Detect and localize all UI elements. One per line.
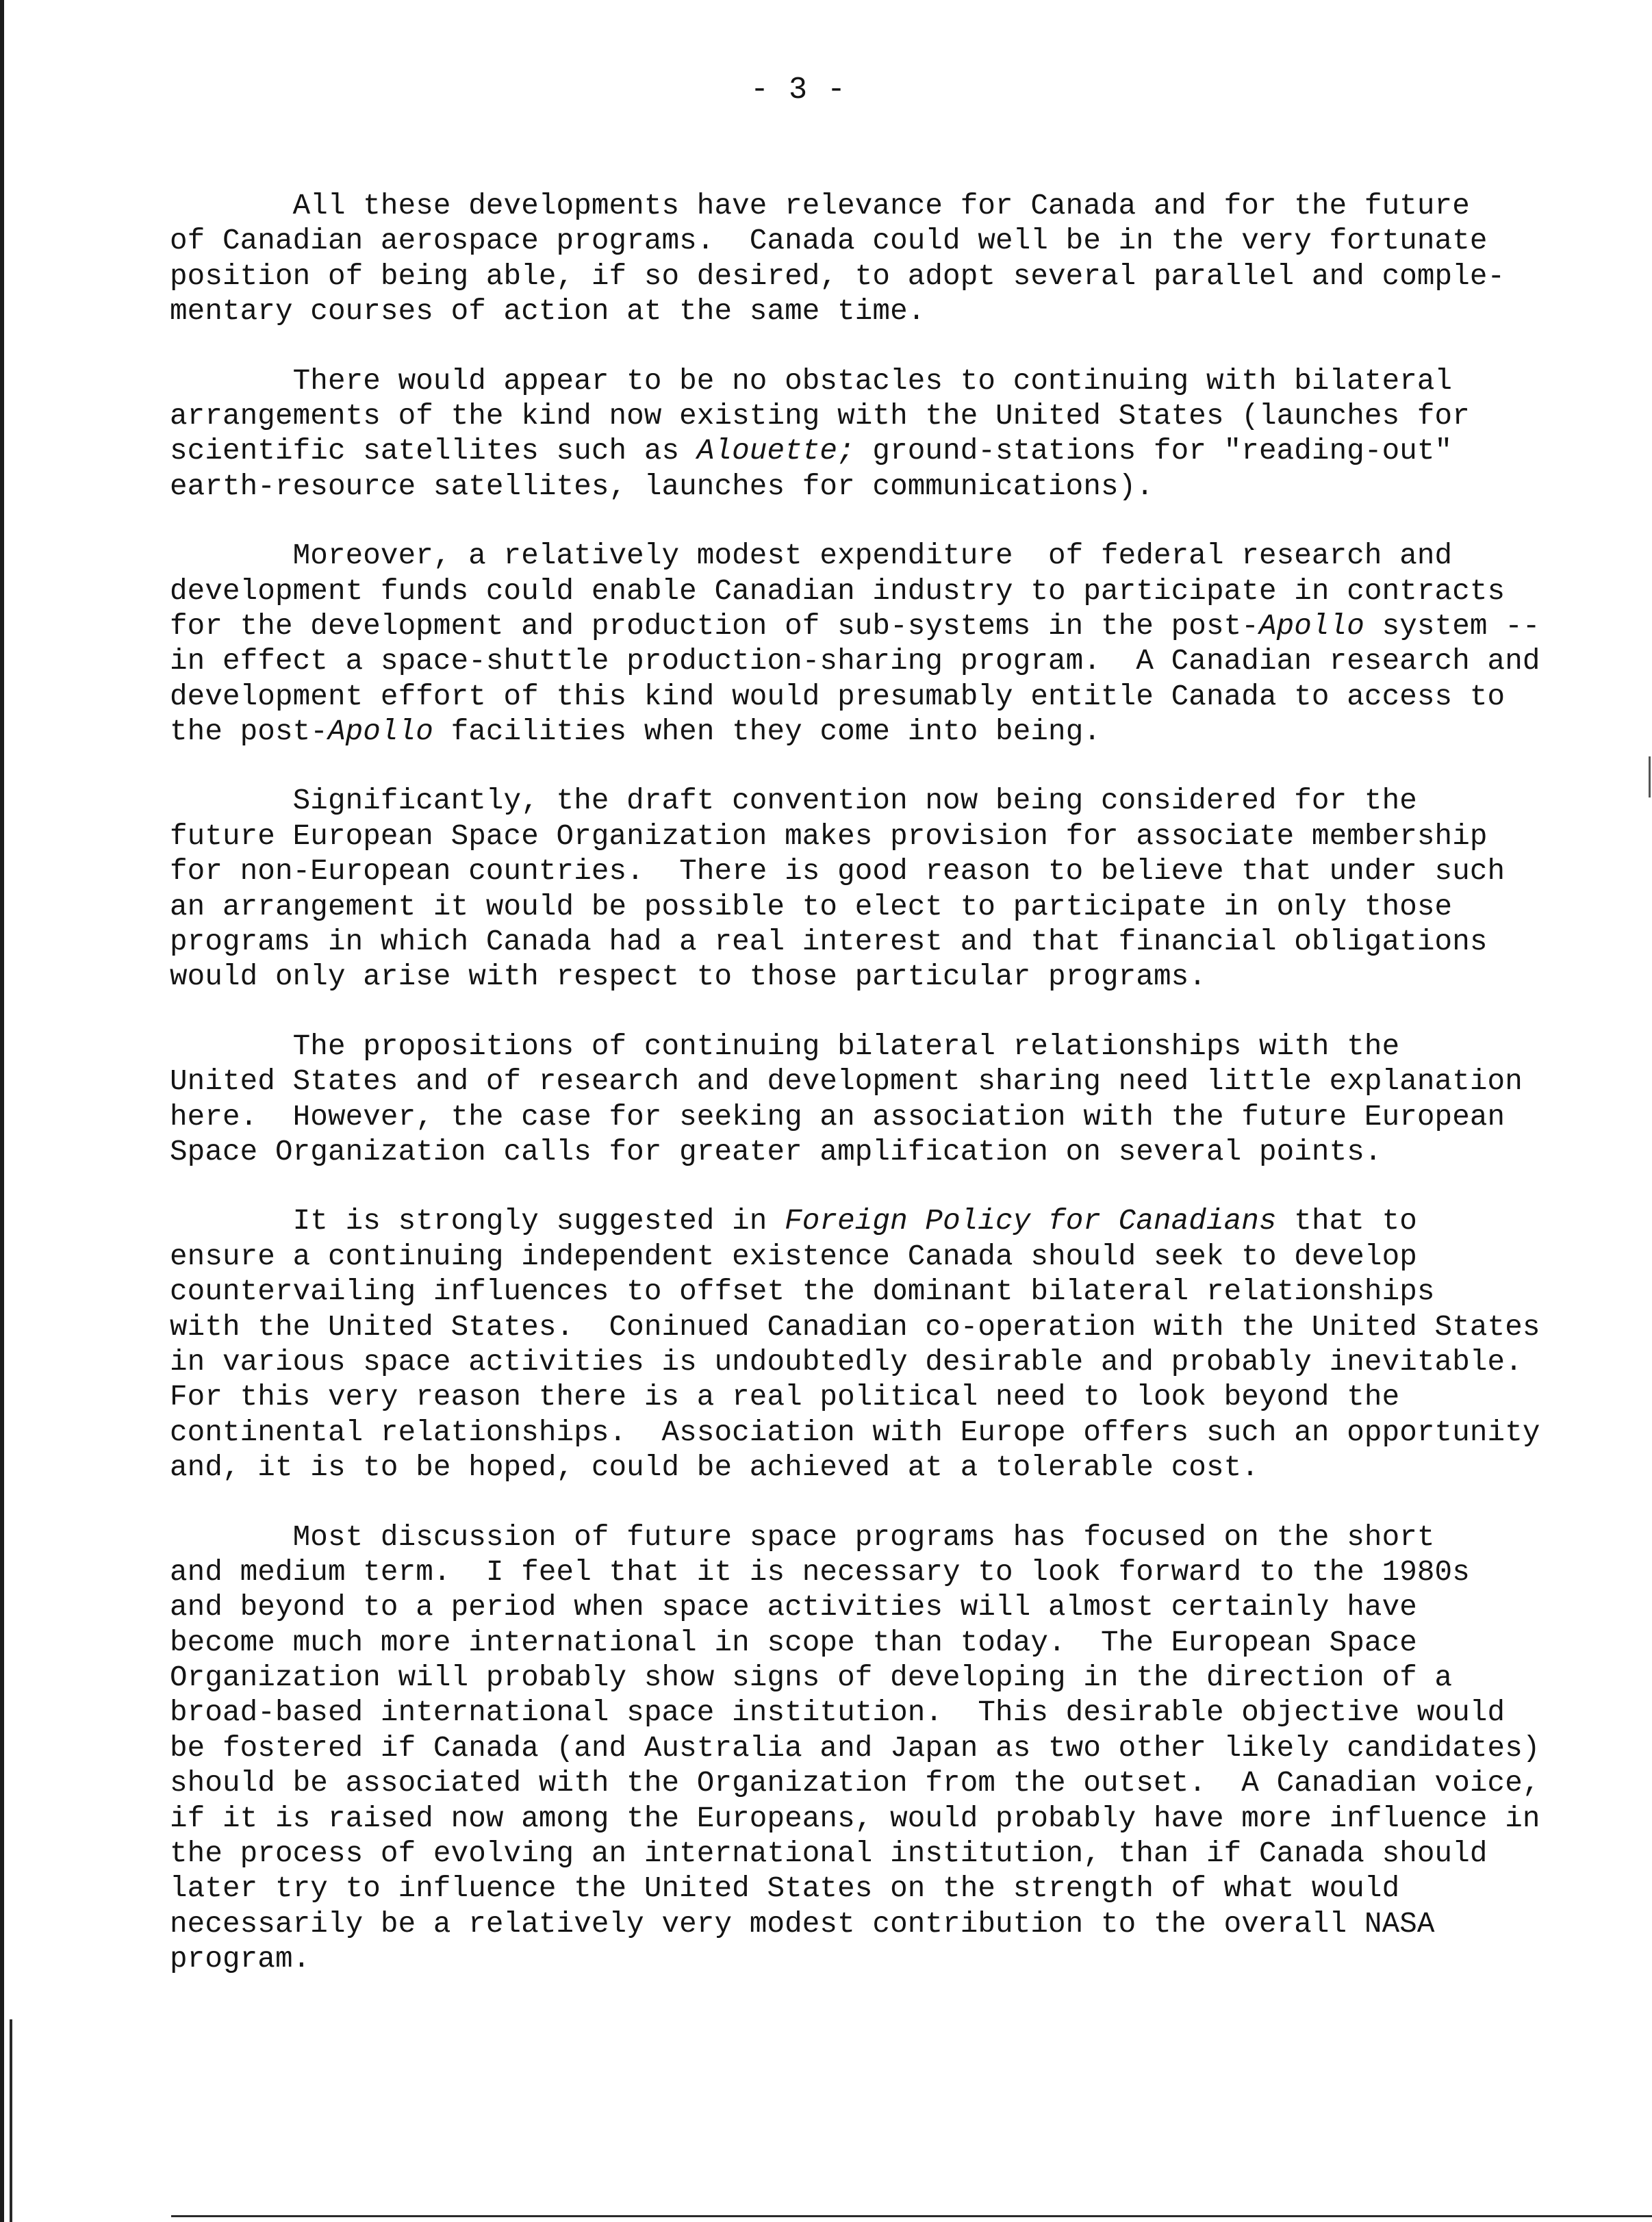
text-line: an arrangement it would be possible to elect to participate in only those: [170, 890, 1453, 923]
text-line: For this very reason there is a real political need to look beyond the: [170, 1381, 1400, 1414]
text-line: here. However, the case for seeking an association with the future European: [170, 1100, 1505, 1134]
paragraph: [170, 1520, 1566, 1978]
text-line: the post-Apollo facilities when they come into being.: [170, 715, 1102, 749]
text-line: the process of evolving an international institution, than if Canada should: [170, 1837, 1488, 1871]
text-line: necessarily be a relatively very modest contribution to the overall NASA: [170, 1907, 1435, 1941]
text-line: would only arise with respect to those particular programs.: [170, 960, 1206, 994]
text-line: and, it is to be hoped, could be achieved at a tolerable cost.: [170, 1451, 1259, 1485]
text-line: Most discussion of future space programs has focused on the short: [170, 1520, 1435, 1554]
text-line: programs in which Canada had a real interest and that financial obligations: [170, 925, 1488, 959]
text-line: The propositions of continuing bilateral relationships with the: [170, 1030, 1400, 1063]
text-line: with the United States. Coninued Canadian co-operation with the United States: [170, 1310, 1540, 1344]
text-line: Significantly, the draft convention now being considered for the: [170, 784, 1417, 818]
text-line: United States and of research and development sharing need little explanation: [170, 1065, 1523, 1099]
text-line: ensure a continuing independent existence Canada should seek to develop: [170, 1240, 1417, 1273]
paragraph: [170, 1204, 1566, 1485]
paragraph: [170, 539, 1566, 750]
text-line: future European Space Organization makes provision for associate membership: [170, 819, 1488, 853]
scan-right-mark: [1649, 756, 1651, 797]
text-line: Space Organization calls for greater amplification on several points.: [170, 1135, 1382, 1169]
text-line: mentary courses of action at the same time.: [170, 295, 926, 329]
scan-left-edge-mark: [10, 2019, 12, 2222]
text-line: if it is raised now among the Europeans, would probably have more influence in: [170, 1802, 1540, 1835]
text-line: for non-European countries. There is good reason to believe that under such: [170, 855, 1505, 889]
scan-left-edge: [0, 0, 4, 2222]
text-line: There would appear to be no obstacles to continuing with bilateral: [170, 364, 1453, 398]
text-line: development funds could enable Canadian industry to participate in contracts: [170, 574, 1505, 608]
paragraph: [170, 1030, 1566, 1171]
text-line: earth-resource satellites, launches for communications).: [170, 470, 1154, 503]
text-line: arrangements of the kind now existing with the United States (launches for: [170, 399, 1470, 433]
text-line: Organization will probably show signs of developing in the direction of a: [170, 1661, 1453, 1695]
page-number: - 3 -: [750, 73, 847, 107]
text-line: position of being able, if so desired, to adopt several parallel and comple-: [170, 259, 1505, 293]
text-line: Moreover, a relatively modest expenditure of federal research and: [170, 539, 1453, 573]
text-line: in various space activities is undoubtedly desirable and probably inevitable.: [170, 1345, 1523, 1379]
text-line: development effort of this kind would presumably entitle Canada to access to: [170, 680, 1505, 713]
paragraph: [170, 784, 1566, 995]
text-line: become much more international in scope than today. The European Space: [170, 1626, 1417, 1659]
text-line: for the development and production of sub-systems in the post-Apollo system --: [170, 609, 1540, 643]
text-line: of Canadian aerospace programs. Canada could well be in the very fortunate: [170, 225, 1488, 258]
text-line: and medium term. I feel that it is necessary to look forward to the 1980s: [170, 1555, 1470, 1589]
text-line: and beyond to a period when space activities will almost certainly have: [170, 1591, 1417, 1624]
text-line: should be associated with the Organization from the outset. A Canadian voice,: [170, 1767, 1540, 1800]
text-line: All these developments have relevance for Canada and for the future: [170, 190, 1470, 222]
text-line: broad-based international space institution. This desirable objective would: [170, 1696, 1505, 1730]
body-text: [170, 189, 1566, 2012]
scan-bottom-edge: [171, 2215, 1652, 2217]
paragraph: [170, 189, 1566, 330]
text-line: continental relationships. Association with Europe offers such an opportunity: [170, 1416, 1540, 1449]
text-line: countervailing influences to offset the dominant bilateral relationships: [170, 1275, 1435, 1309]
text-line: scientific satellites such as Alouette; ground-stations for "reading-out": [170, 435, 1453, 468]
text-line: program.: [170, 1943, 311, 1976]
text-line: later try to influence the United States on the strength of what would: [170, 1872, 1400, 1906]
text-line: be fostered if Canada (and Australia and Japan as two other likely candidates): [170, 1731, 1540, 1765]
text-line: in effect a space-shuttle production-sharing program. A Canadian research and: [170, 645, 1540, 678]
paragraph: [170, 364, 1566, 505]
text-line: It is strongly suggested in Foreign Policy for Canadians that to: [170, 1205, 1417, 1238]
